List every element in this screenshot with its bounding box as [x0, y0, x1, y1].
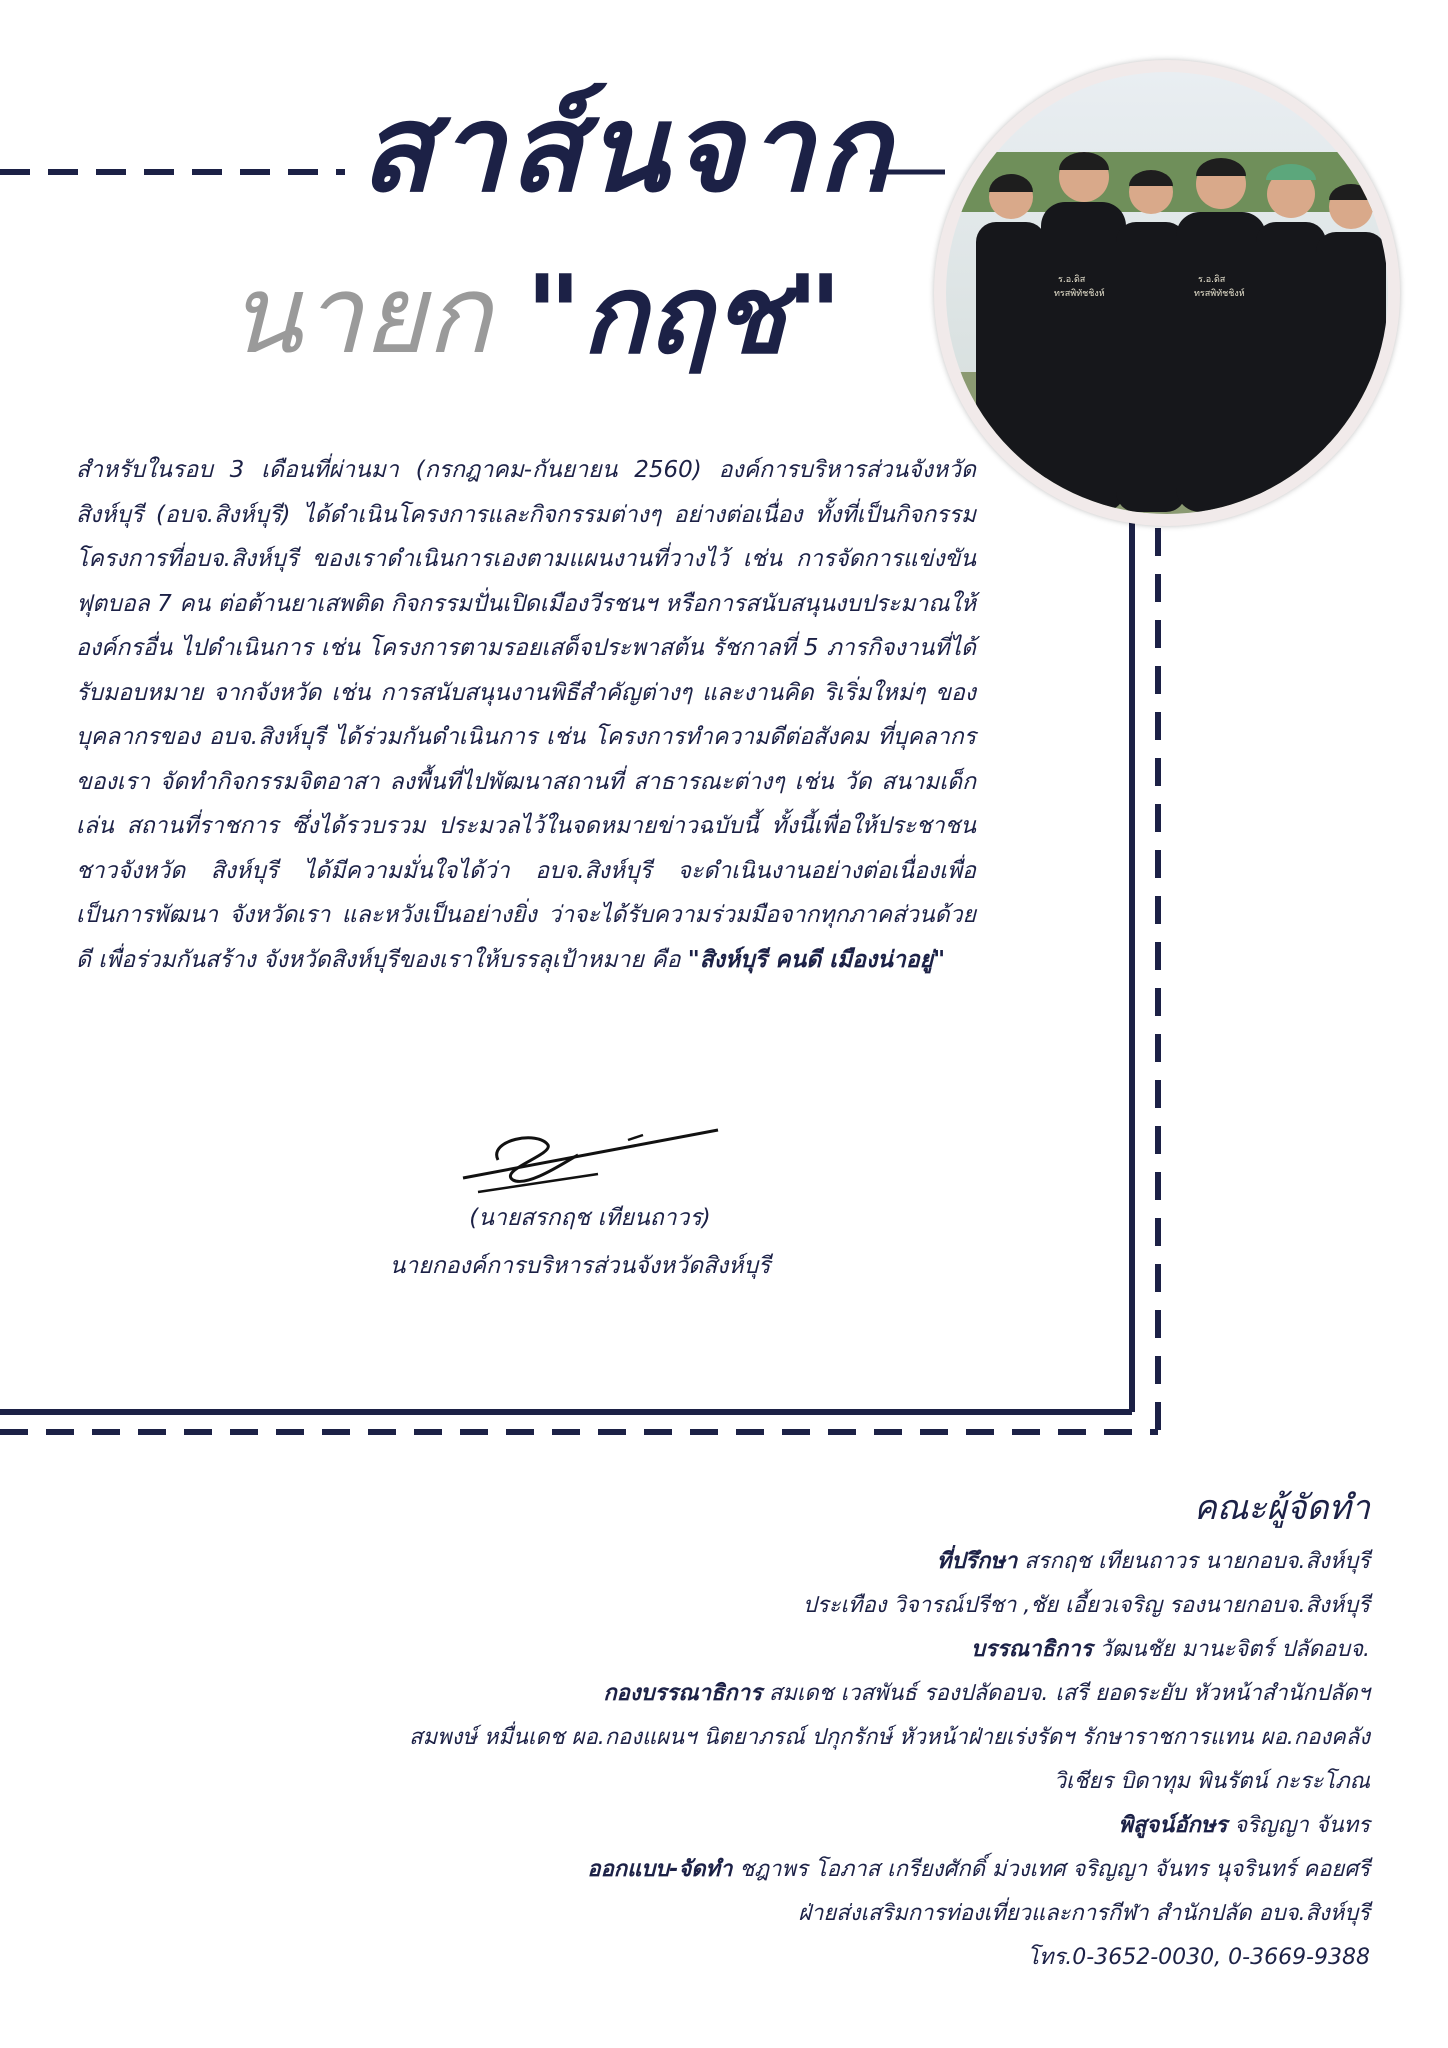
phone-number: โทร.0-3652-0030, 0-3669-9388	[1027, 1945, 1370, 1970]
shirt-text-3: ร.อ.ดิส	[1198, 275, 1226, 285]
title-quoted-name: "กฤช"	[525, 253, 843, 378]
editor-name: วัฒนชัย มานะจิตร์ ปลัดอบจ.	[1099, 1637, 1370, 1662]
design-label: ออกแบบ-จัดทำ	[587, 1857, 733, 1882]
advisor-1: สรกฤช เทียนถาวร นายกอบจ.สิงห์บุรี	[1024, 1549, 1370, 1574]
credits-block	[70, 1480, 1370, 1980]
title-line-2	[228, 253, 843, 378]
shirt-text-1: ร.อ.ดิส	[1058, 275, 1086, 285]
advisor-2: ประเทือง วิจารณ์ปรีชา ,ชัย เอี้ยวเจริญ รองนายกอบจ.สิงห์บุรี	[802, 1593, 1370, 1618]
advisor-label: ที่ปรึกษา	[936, 1549, 1018, 1574]
design-names: ชฎาพร โอภาส เกรียงศักดิ์ ม่วงเทศ จริญญา จันทร นุจรินทร์ คอยศรี	[739, 1857, 1370, 1882]
signature-scribble	[458, 1100, 738, 1200]
credits-advisor-row	[70, 1540, 1370, 1584]
credits-editor-row	[70, 1628, 1370, 1672]
group-photo-frame	[934, 60, 1400, 526]
title-prefix: นายก	[228, 253, 492, 378]
department: ฝ่ายส่งเสริมการท่องเที่ยวและการกีฬา สำนักปลัด อบจ.สิงห์บุรี	[798, 1901, 1370, 1926]
slogan: "สิงห์บุรี คนดี เมืองน่าอยู่"	[687, 946, 946, 973]
proof-label: พิสูจน์อักษร	[1118, 1813, 1228, 1838]
group-photo	[946, 72, 1388, 514]
signatory-position: นายกองค์การบริหารส่วนจังหวัดสิงห์บุรี	[389, 1253, 771, 1279]
shirt-text-2: ทรสพิทัชชิงห์	[1054, 289, 1105, 299]
board-2: สมพงษ์ หมื่นเดช ผอ.กองแผนฯ นิตยาภรณ์ ปกุกรักษ์ หัวหน้าฝ่ายเร่งรัดฯ รักษาราชการแทน ผอ.กองคลัง	[409, 1725, 1370, 1750]
message-body	[76, 448, 976, 982]
credits-board-row	[70, 1672, 1370, 1716]
editor-label: บรรณาธิการ	[971, 1637, 1093, 1662]
credits-heading: คณะผู้จัดทำ	[1194, 1488, 1370, 1528]
credits-proof-row	[70, 1804, 1370, 1848]
proof-name: จริญญา จันทร	[1234, 1813, 1370, 1838]
title-line-1: สาส์นจาก	[360, 80, 895, 219]
board-1: สมเดช เวสพันธ์ รองปลัดอบจ. เสรี ยอดระยับ หัวหน้าสำนักปลัดฯ	[768, 1681, 1370, 1706]
board-3: วิเชียร บิดาทุม พินรัตน์ กะระโภณ	[1053, 1769, 1370, 1794]
board-label: กองบรรณาธิการ	[603, 1681, 762, 1706]
shirt-text-4: ทรสพิทัชชิงห์	[1194, 289, 1245, 299]
credits-design-row	[70, 1848, 1370, 1892]
message-text: สำหรับในรอบ 3 เดือนที่ผ่านมา (กรกฎาคม-กันยายน 2560) องค์การบริหารส่วนจังหวัดสิงห์บุรี (อบจ.สิงห์บุรี) ได้ดำเนินโครงการและกิจกรรมต่างๆ อย่างต่อเนื่อง ทั้งที่เป็นกิจกรรมโครงการที่อบจ.สิงห์บุรี ของเราดำเนินการเองตามแผนงานที่วางไว้ เช่น การจัดการแข่งขันฟุตบอล 7 คน ต่อต้านยาเสพติด กิจกรรมปั่นเปิดเมืองวีรชนฯ หรือการสนับสนุนงบประมาณให้องค์กรอื่น ไปดำเนินการ เช่น โครงการตามรอยเสด็จประพาสต้น รัชกาลที่ 5 ภารกิจงานที่ได้รับมอบหมาย จากจังหวัด เช่น การสนับสนุนงานพิธีสำคัญต่างๆ และงานคิด ริเริ่มใหม่ๆ ของบุคลากรของ อบจ.สิงห์บุรี ได้ร่วมกันดำเนินการ เช่น โครงการทำความดีต่อสังคม ที่บุคลากรของเรา จัดทำกิจกรรมจิตอาสา ลงพื้นที่ไปพัฒนาสถานที่ สาธารณะต่างๆ เช่น วัด สนามเด็กเล่น สถานที่ราชการ ซึ่งได้รวบรวม ประมวลไว้ในจดหมายข่าวฉบับนี้ ทั้งนี้เพื่อให้ประชาชนชาวจังหวัด สิงห์บุรี ได้มีความมั่นใจได้ว่า อบจ.สิงห์บุรี จะดำเนินงานอย่างต่อเนื่องเพื่อเป็นการพัฒนา จังหวัดเรา และหวังเป็นอย่างยิ่ง ว่าจะได้รับความร่วมมือจากทุกภาคส่วนด้วยดี เพื่อร่วมกันสร้าง จังหวัดสิงห์บุรีของเราให้บรรลุเป้าหมาย คือ	[76, 457, 976, 973]
signatory-name: (นายสรกฤช เทียนถาวร)	[469, 1205, 711, 1231]
